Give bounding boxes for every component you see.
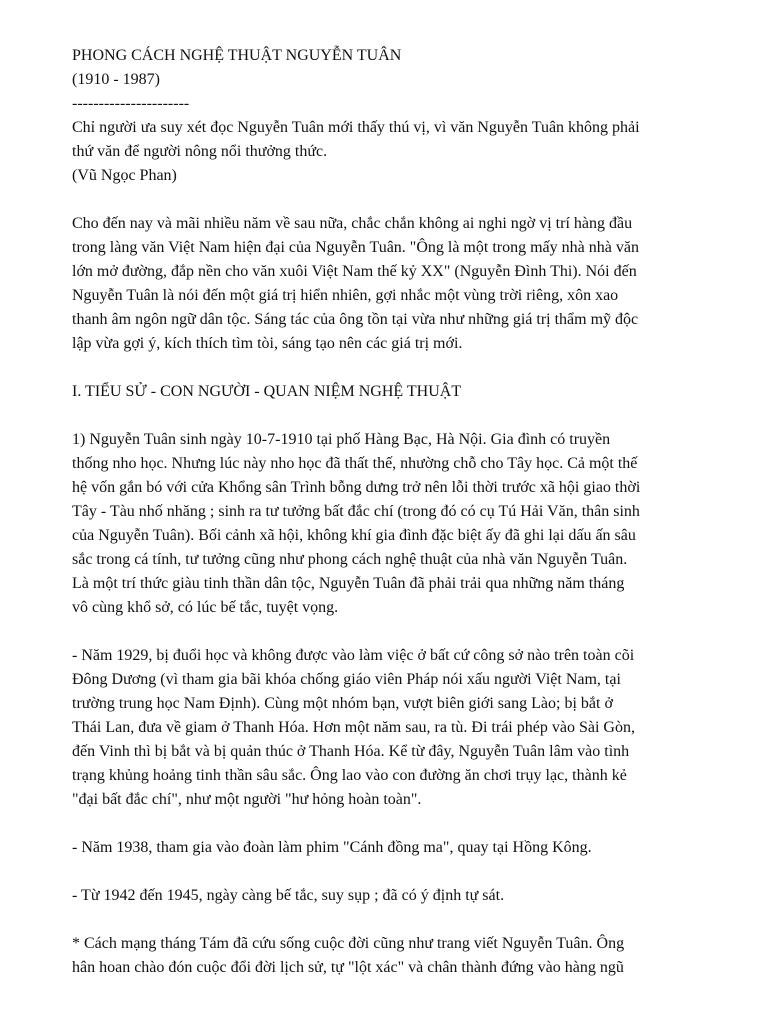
document-title: PHONG CÁCH NGHỆ THUẬT NGUYỄN TUÂN: [72, 47, 402, 64]
section-heading: I. TIỂU SỬ - CON NGƯỜI - QUAN NIỆM NGHỆ THUẬT: [72, 383, 462, 400]
biography-paragraph-3: - Năm 1938, tham gia vào đoàn làm phim "Cánh đồng ma", quay tại Hồng Kông.: [72, 839, 592, 856]
divider-line: ----------------------: [72, 95, 190, 112]
document-page: [72, 44, 712, 980]
biography-paragraph-2: - Năm 1929, bị đuổi học và không được vào làm việc ở bất cứ công sở nào trên toàn cõi Đông Dương (vì tham gia bãi khóa chống giáo viên Pháp nói xấu người Việt Nam, tại trường trung học Nam Định). Cùng một nhóm bạn, vượt biên giới sang Lào; bị bắt ở Thái Lan, đưa về giam ở Thanh Hóa. Hơn một năm sau, ra tù. Đi trái phép vào Sài Gòn, đến Vinh thì bị bắt và bị quản thúc ở Thanh Hóa. Kể từ đây, Nguyễn Tuân lâm vào tình trạng khủng hoảng tinh thần sâu sắc. Ông lao vào con đường ăn chơi trụy lạc, thành kẻ "đại bất đắc chí", như một người "hư hỏng hoàn toàn".: [72, 647, 635, 808]
epigraph-quote: Chỉ người ưa suy xét đọc Nguyễn Tuân mới thấy thú vị, vì văn Nguyễn Tuân không phải thứ văn để người nông nổi thưởng thức.: [72, 119, 640, 160]
biography-paragraph-1: 1) Nguyễn Tuân sinh ngày 10-7-1910 tại phố Hàng Bạc, Hà Nội. Gia đình có truyền thống nho học. Nhưng lúc này nho học đã thất thế, nhường chỗ cho Tây học. Cả một thế hệ vốn gắn bó với cửa Khổng sân Trình bỗng dưng trở nên lỗi thời trước xã hội giao thời Tây - Tàu nhố nhăng ; sinh ra tư tưởng bất đắc chí (trong đó có cụ Tú Hải Văn, thân sinh của Nguyễn Tuân). Bối cảnh xã hội, không khí gia đình đặc biệt ấy đã ghi lại dấu ấn sâu sắc trong cá tính, tư tưởng cũng như phong cách nghệ thuật của nhà văn Nguyễn Tuân. Là một trí thức giàu tinh thần dân tộc, Nguyễn Tuân đã phải trải qua những năm tháng vô cùng khổ sở, có lúc bế tắc, tuyệt vọng.: [72, 431, 641, 616]
biography-paragraph-4: - Từ 1942 đến 1945, ngày càng bế tắc, suy sụp ; đã có ý định tự sát.: [72, 887, 505, 904]
epigraph-author: (Vũ Ngọc Phan): [72, 167, 177, 184]
intro-paragraph: Cho đến nay và mãi nhiều năm về sau nữa, chắc chắn không ai nghi ngờ vị trí hàng đầu trong làng văn Việt Nam hiện đại của Nguyễn Tuân. "Ông là một trong mấy nhà nhà văn lớn mở đường, đắp nền cho văn xuôi Việt Nam thế kỷ XX" (Nguyễn Đình Thi). Nói đến Nguyễn Tuân là nói đến một giá trị hiển nhiên, gợi nhắc một vùng trời riêng, xôn xao thanh âm ngôn ngữ dân tộc. Sáng tác của ông tồn tại vừa như những giá trị thẩm mỹ độc lập vừa gợi ý, kích thích tìm tòi, sáng tạo nên các giá trị mới.: [72, 215, 639, 352]
document-years: (1910 - 1987): [72, 71, 160, 88]
biography-paragraph-5: * Cách mạng tháng Tám đã cứu sống cuộc đời cũng như trang viết Nguyễn Tuân. Ông hân hoan chào đón cuộc đổi đời lịch sử, tự "lột xác" và chân thành đứng vào hàng ngũ: [72, 935, 625, 976]
